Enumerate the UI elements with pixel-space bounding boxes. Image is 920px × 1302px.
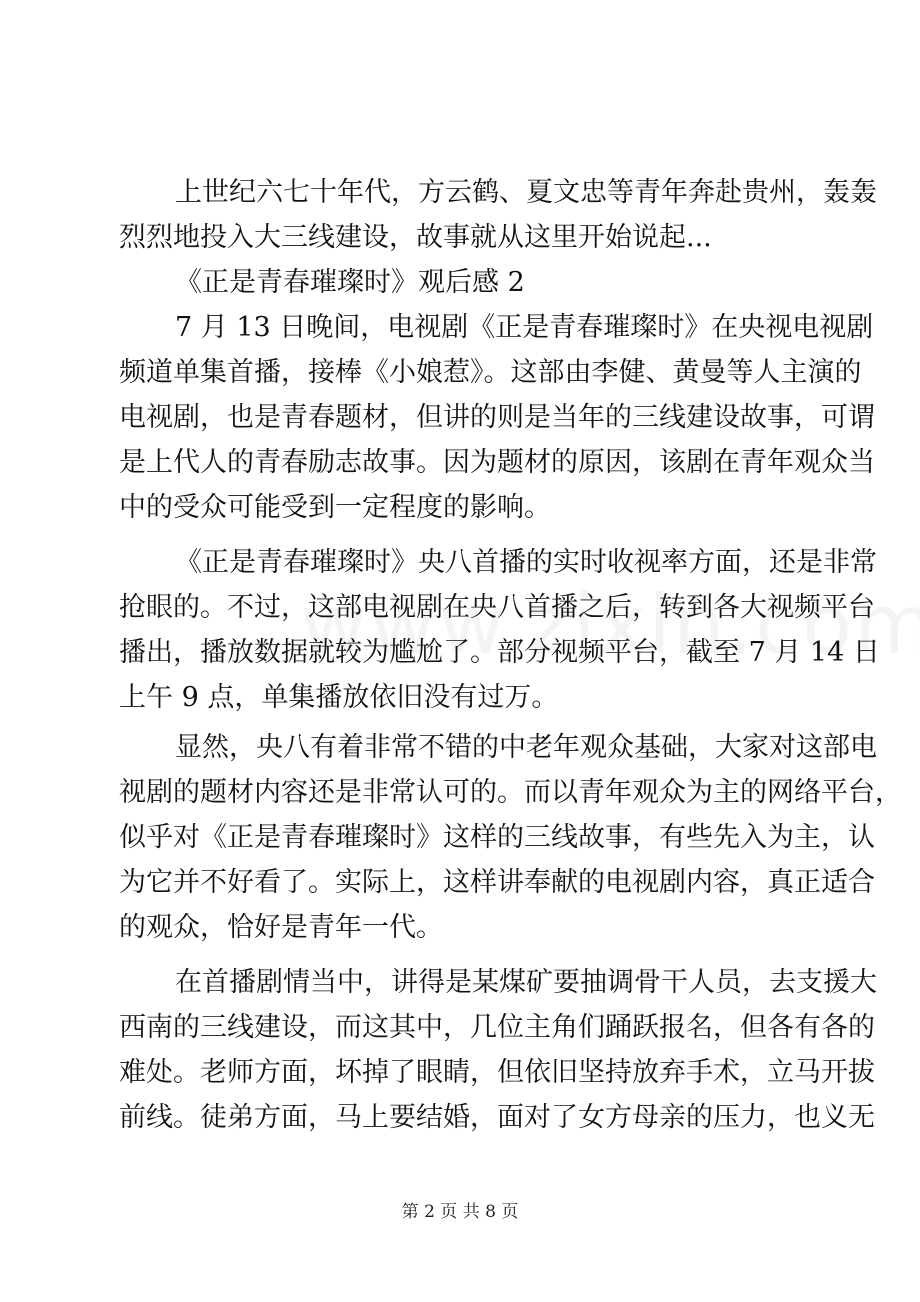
section-heading: 《正是青春璀璨时》观后感 2: [175, 267, 525, 298]
text-line: 为它并不好看了。实际上，这样讲奉献的电视剧内容，真正适合: [119, 867, 875, 898]
page-footer: 第 2 页 共 8 页: [401, 1202, 519, 1222]
text-line: 播出，播放数据就较为尴尬了。部分视频平台，截至 7 月 14 日: [119, 637, 880, 668]
text-line: 7 月 13 日晚间，电视剧《正是青春璀璨时》在央视电视剧: [175, 312, 874, 343]
text-line: 《正是青春璀璨时》央八首播的实时收视率方面，还是非常: [175, 547, 877, 578]
text-line: 烈烈地投入大三线建设，故事就从这里开始说起...: [119, 222, 712, 253]
text-line: 上午 9 点，单集播放依旧没有过万。: [119, 682, 559, 713]
text-line: 抢眼的。不过，这部电视剧在央八首播之后，转到各大视频平台: [119, 592, 875, 623]
text-line: 显然，央八有着非常不错的中老年观众基础，大家对这部电: [175, 732, 877, 763]
text-line: 电视剧，也是青春题材，但讲的则是当年的三线建设故事，可谓: [119, 402, 875, 433]
text-line: 在首播剧情当中，讲得是某煤矿要抽调骨干人员，去支援大: [175, 967, 877, 998]
text-line: 前线。徒弟方面，马上要结婚，面对了女方母亲的压力，也义无: [119, 1102, 875, 1133]
text-line: 频道单集首播，接棒《小娘惹》。这部由李健、黄曼等人主演的: [119, 357, 862, 388]
text-line: 视剧的题材内容还是非常认可的。而以青年观众为主的网络平台，: [119, 777, 902, 808]
text-line: 中的受众可能受到一定程度的影响。: [119, 492, 551, 523]
text-line: 似乎对《正是青春璀璨时》这样的三线故事，有些先入为主，认: [119, 822, 875, 853]
text-line: 难处。老师方面，坏掉了眼睛，但依旧坚持放弃手术，立马开拔: [119, 1057, 875, 1088]
text-line: 西南的三线建设，而这其中，几位主角们踊跃报名，但各有各的: [119, 1012, 875, 1043]
text-line: 上世纪六七十年代，方云鹤、夏文忠等青年奔赴贵州，轰轰: [175, 177, 877, 208]
text-line: 是上代人的青春励志故事。因为题材的原因，该剧在青年观众当: [119, 447, 875, 478]
text-line: 的观众，恰好是青年一代。: [119, 912, 443, 943]
